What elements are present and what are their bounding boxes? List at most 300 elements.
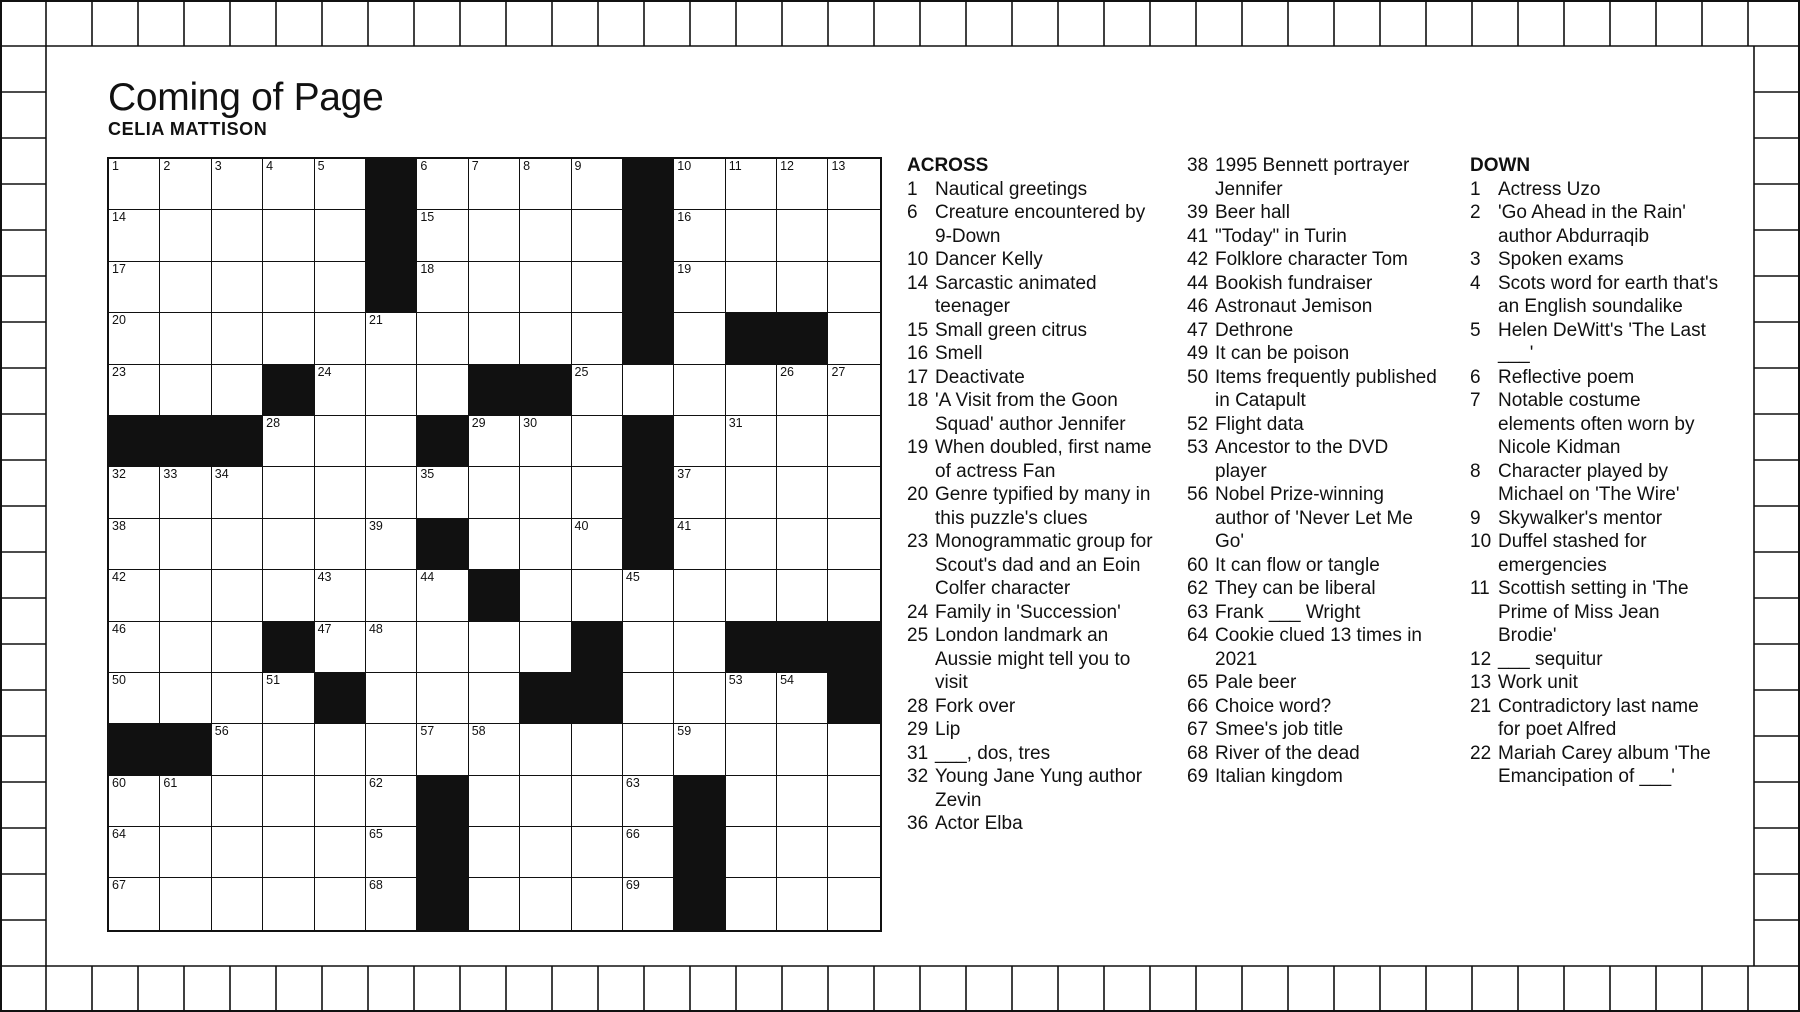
grid-cell[interactable] bbox=[366, 416, 417, 467]
grid-cell[interactable] bbox=[109, 878, 160, 929]
grid-cell[interactable] bbox=[520, 210, 571, 261]
clue-item[interactable] bbox=[1470, 319, 1720, 366]
grid-cell[interactable] bbox=[828, 724, 879, 775]
grid-cell[interactable] bbox=[572, 262, 623, 313]
grid-cell[interactable] bbox=[623, 570, 674, 621]
grid-cell[interactable] bbox=[109, 570, 160, 621]
clue-item[interactable] bbox=[1470, 577, 1720, 648]
grid-cell[interactable] bbox=[109, 313, 160, 364]
grid-cell[interactable] bbox=[160, 262, 211, 313]
grid-cell[interactable] bbox=[109, 365, 160, 416]
grid-cell[interactable] bbox=[777, 827, 828, 878]
clue-item[interactable] bbox=[1470, 530, 1720, 577]
grid-cell[interactable] bbox=[828, 262, 879, 313]
clue-item[interactable] bbox=[1187, 436, 1437, 483]
grid-cell[interactable] bbox=[160, 159, 211, 210]
cell-number: 63 bbox=[625, 775, 640, 790]
grid-cell[interactable] bbox=[315, 878, 366, 929]
clue-item[interactable] bbox=[1187, 601, 1437, 625]
grid-cell[interactable] bbox=[315, 159, 366, 210]
grid-cell[interactable] bbox=[777, 365, 828, 416]
cell-number: 43 bbox=[317, 570, 332, 585]
grid-cell[interactable] bbox=[674, 262, 725, 313]
clue-item[interactable] bbox=[907, 342, 1157, 366]
grid-cell[interactable] bbox=[315, 570, 366, 621]
grid-cell[interactable] bbox=[520, 159, 571, 210]
clue-number: 39 bbox=[1187, 202, 1209, 223]
clue-item[interactable] bbox=[907, 718, 1157, 742]
grid-cell[interactable] bbox=[263, 313, 314, 364]
grid-cell[interactable] bbox=[417, 365, 468, 416]
clue-number: 68 bbox=[1187, 742, 1209, 764]
clue-number: 5 bbox=[1470, 319, 1481, 341]
clue-item[interactable] bbox=[1187, 201, 1437, 225]
across-heading: ACROSS bbox=[907, 155, 989, 176]
grid-cell[interactable] bbox=[315, 622, 366, 673]
clue-item[interactable] bbox=[907, 530, 1157, 601]
clue-item[interactable] bbox=[907, 248, 1157, 272]
grid-cell[interactable] bbox=[726, 416, 777, 467]
clue-item[interactable] bbox=[1470, 671, 1720, 695]
cell-number: 31 bbox=[728, 415, 743, 430]
grid-cell[interactable] bbox=[674, 313, 725, 364]
grid-cell[interactable] bbox=[777, 878, 828, 929]
grid-block bbox=[366, 159, 417, 210]
grid-cell[interactable] bbox=[726, 776, 777, 827]
cell-number: 23 bbox=[112, 364, 126, 379]
clue-number: 49 bbox=[1187, 343, 1209, 364]
grid-cell[interactable] bbox=[109, 622, 160, 673]
grid-cell[interactable] bbox=[828, 365, 879, 416]
grid-cell[interactable] bbox=[520, 724, 571, 775]
grid-cell[interactable] bbox=[623, 878, 674, 929]
grid-cell[interactable] bbox=[572, 776, 623, 827]
grid-cell[interactable] bbox=[263, 416, 314, 467]
clue-number: 56 bbox=[1187, 484, 1209, 505]
grid-cell[interactable] bbox=[572, 159, 623, 210]
grid-cell[interactable] bbox=[572, 467, 623, 518]
grid-cell[interactable] bbox=[263, 467, 314, 518]
grid-cell[interactable] bbox=[469, 313, 520, 364]
clue-item[interactable] bbox=[1470, 201, 1720, 248]
grid-cell[interactable] bbox=[469, 622, 520, 673]
clue-item[interactable] bbox=[1187, 554, 1437, 578]
grid-cell[interactable] bbox=[469, 262, 520, 313]
grid-cell[interactable] bbox=[674, 210, 725, 261]
clue-item[interactable] bbox=[907, 601, 1157, 625]
cell-number: 6 bbox=[420, 159, 428, 173]
grid-block bbox=[109, 724, 160, 775]
clue-item[interactable] bbox=[1470, 389, 1720, 460]
grid-cell[interactable] bbox=[160, 673, 211, 724]
grid-block bbox=[828, 673, 879, 724]
clue-number: 14 bbox=[907, 272, 929, 294]
grid-block bbox=[726, 313, 777, 364]
clue-item[interactable] bbox=[907, 695, 1157, 719]
grid-cell[interactable] bbox=[315, 724, 366, 775]
grid-block bbox=[623, 313, 674, 364]
grid-cell[interactable] bbox=[366, 313, 417, 364]
grid-cell[interactable] bbox=[726, 673, 777, 724]
grid-cell[interactable] bbox=[263, 827, 314, 878]
grid-block bbox=[366, 210, 417, 261]
clue-item[interactable] bbox=[1187, 742, 1437, 766]
clue-number: 15 bbox=[907, 319, 929, 341]
clue-item[interactable] bbox=[1187, 225, 1437, 249]
grid-cell[interactable] bbox=[777, 519, 828, 570]
grid-cell[interactable] bbox=[469, 519, 520, 570]
cell-number: 61 bbox=[163, 775, 178, 790]
grid-cell[interactable] bbox=[572, 365, 623, 416]
clue-text: Dancer Kelly bbox=[935, 249, 1043, 270]
grid-cell[interactable] bbox=[726, 878, 777, 929]
grid-cell[interactable] bbox=[160, 776, 211, 827]
clue-text: Duffel stashed for emergencies bbox=[1498, 531, 1647, 576]
grid-cell[interactable] bbox=[469, 878, 520, 929]
grid-cell[interactable] bbox=[212, 724, 263, 775]
grid-cell[interactable] bbox=[315, 210, 366, 261]
grid-cell[interactable] bbox=[417, 159, 468, 210]
grid-cell[interactable] bbox=[366, 673, 417, 724]
clue-item[interactable] bbox=[1470, 460, 1720, 507]
grid-cell[interactable] bbox=[777, 159, 828, 210]
grid-block bbox=[469, 365, 520, 416]
grid-cell[interactable] bbox=[160, 313, 211, 364]
clue-text: Small green citrus bbox=[935, 319, 1088, 341]
grid-cell[interactable] bbox=[315, 467, 366, 518]
grid-cell[interactable] bbox=[109, 159, 160, 210]
grid-cell[interactable] bbox=[623, 673, 674, 724]
grid-cell[interactable] bbox=[366, 570, 417, 621]
grid-cell[interactable] bbox=[828, 827, 879, 878]
clue-item[interactable] bbox=[907, 765, 1157, 812]
grid-cell[interactable] bbox=[263, 519, 314, 570]
grid-cell[interactable] bbox=[674, 622, 725, 673]
grid-cell[interactable] bbox=[828, 159, 879, 210]
grid-cell[interactable] bbox=[160, 827, 211, 878]
clue-item[interactable] bbox=[907, 742, 1157, 766]
cell-number: 17 bbox=[112, 261, 126, 276]
cell-number: 5 bbox=[317, 159, 325, 173]
grid-cell[interactable] bbox=[315, 416, 366, 467]
grid-cell[interactable] bbox=[572, 416, 623, 467]
grid-cell[interactable] bbox=[623, 827, 674, 878]
clue-item[interactable] bbox=[1187, 319, 1437, 343]
grid-cell[interactable] bbox=[828, 313, 879, 364]
grid-cell[interactable] bbox=[315, 262, 366, 313]
grid-cell[interactable] bbox=[263, 570, 314, 621]
grid-cell[interactable] bbox=[109, 827, 160, 878]
grid-cell[interactable] bbox=[520, 519, 571, 570]
grid-cell[interactable] bbox=[469, 827, 520, 878]
grid-cell[interactable] bbox=[726, 262, 777, 313]
grid-cell[interactable] bbox=[572, 570, 623, 621]
grid-cell[interactable] bbox=[212, 776, 263, 827]
clue-text: 'Go Ahead in the Rain' author Abdurraqib bbox=[1498, 202, 1686, 247]
grid-cell[interactable] bbox=[263, 673, 314, 724]
cell-number: 12 bbox=[780, 159, 794, 173]
grid-cell[interactable] bbox=[520, 313, 571, 364]
cell-number: 14 bbox=[112, 210, 126, 225]
grid-cell[interactable] bbox=[469, 210, 520, 261]
cell-number: 56 bbox=[214, 724, 229, 739]
grid-cell[interactable] bbox=[109, 262, 160, 313]
clue-number: 17 bbox=[907, 366, 929, 388]
grid-cell[interactable] bbox=[315, 827, 366, 878]
clue-text: Genre typified by many in this puzzle's clues bbox=[935, 484, 1151, 529]
clue-item[interactable] bbox=[1187, 765, 1437, 789]
cell-number: 44 bbox=[420, 570, 435, 585]
grid-cell[interactable] bbox=[828, 878, 879, 929]
clue-item[interactable] bbox=[1187, 577, 1437, 601]
grid-cell[interactable] bbox=[520, 622, 571, 673]
grid-cell[interactable] bbox=[160, 467, 211, 518]
grid-cell[interactable] bbox=[726, 159, 777, 210]
grid-cell[interactable] bbox=[160, 519, 211, 570]
grid-cell[interactable] bbox=[777, 210, 828, 261]
grid-cell[interactable] bbox=[212, 827, 263, 878]
clue-item[interactable] bbox=[1187, 718, 1437, 742]
grid-cell[interactable] bbox=[520, 776, 571, 827]
clue-item[interactable] bbox=[1470, 248, 1720, 272]
clue-item[interactable] bbox=[1187, 695, 1437, 719]
grid-cell[interactable] bbox=[417, 724, 468, 775]
clue-number: 2 bbox=[1470, 202, 1481, 223]
grid-cell[interactable] bbox=[572, 313, 623, 364]
grid-cell[interactable] bbox=[212, 570, 263, 621]
clue-item[interactable] bbox=[1470, 507, 1720, 531]
clue-item[interactable] bbox=[1470, 742, 1720, 789]
grid-cell[interactable] bbox=[726, 365, 777, 416]
grid-cell[interactable] bbox=[520, 570, 571, 621]
grid-cell[interactable] bbox=[674, 416, 725, 467]
grid-cell[interactable] bbox=[777, 776, 828, 827]
clue-item[interactable] bbox=[1187, 366, 1437, 413]
grid-cell[interactable] bbox=[520, 827, 571, 878]
clue-item[interactable] bbox=[907, 624, 1157, 695]
clue-item[interactable] bbox=[1187, 272, 1437, 296]
cell-number: 67 bbox=[112, 878, 126, 893]
clue-item[interactable] bbox=[1187, 671, 1437, 695]
clue-item[interactable] bbox=[1187, 483, 1437, 554]
clue-item[interactable] bbox=[907, 812, 1157, 836]
grid-cell[interactable] bbox=[777, 673, 828, 724]
grid-cell[interactable] bbox=[520, 878, 571, 929]
grid-cell[interactable] bbox=[366, 467, 417, 518]
clue-item[interactable] bbox=[1187, 624, 1437, 671]
clue-item[interactable] bbox=[1187, 295, 1437, 319]
clue-number: 10 bbox=[907, 249, 929, 270]
grid-cell[interactable] bbox=[469, 416, 520, 467]
clue-item[interactable] bbox=[907, 319, 1157, 343]
grid-cell[interactable] bbox=[623, 776, 674, 827]
grid-cell[interactable] bbox=[366, 622, 417, 673]
grid-cell[interactable] bbox=[366, 365, 417, 416]
clue-item[interactable] bbox=[907, 389, 1157, 436]
grid-cell[interactable] bbox=[109, 210, 160, 261]
clue-item[interactable] bbox=[907, 483, 1157, 530]
grid-cell[interactable] bbox=[777, 416, 828, 467]
grid-cell[interactable] bbox=[417, 622, 468, 673]
grid-cell[interactable] bbox=[572, 519, 623, 570]
clue-item[interactable] bbox=[1187, 342, 1437, 366]
grid-cell[interactable] bbox=[160, 210, 211, 261]
clue-text: ___, dos, tres bbox=[935, 742, 1051, 764]
grid-cell[interactable] bbox=[263, 262, 314, 313]
grid-cell[interactable] bbox=[777, 724, 828, 775]
grid-cell[interactable] bbox=[417, 467, 468, 518]
grid-cell[interactable] bbox=[726, 724, 777, 775]
grid-cell[interactable] bbox=[263, 159, 314, 210]
cell-number: 38 bbox=[112, 518, 126, 533]
grid-cell[interactable] bbox=[417, 673, 468, 724]
clue-item[interactable] bbox=[907, 366, 1157, 390]
clue-text: "Today" in Turin bbox=[1215, 225, 1347, 247]
grid-cell[interactable] bbox=[674, 724, 725, 775]
grid-cell[interactable] bbox=[417, 570, 468, 621]
grid-cell[interactable] bbox=[726, 570, 777, 621]
grid-cell[interactable] bbox=[828, 519, 879, 570]
grid-cell[interactable] bbox=[212, 159, 263, 210]
grid-cell[interactable] bbox=[366, 776, 417, 827]
cell-number: 10 bbox=[677, 159, 692, 173]
clue-item[interactable] bbox=[907, 436, 1157, 483]
grid-cell[interactable] bbox=[623, 365, 674, 416]
clue-number: 18 bbox=[907, 390, 929, 411]
grid-cell[interactable] bbox=[263, 776, 314, 827]
grid-cell[interactable] bbox=[572, 878, 623, 929]
grid-cell[interactable] bbox=[572, 724, 623, 775]
grid-cell[interactable] bbox=[520, 467, 571, 518]
grid-cell[interactable] bbox=[366, 878, 417, 929]
cell-number: 54 bbox=[780, 672, 794, 687]
clue-text: Beer hall bbox=[1215, 202, 1290, 223]
clue-column-3 bbox=[1470, 154, 1720, 789]
grid-cell[interactable] bbox=[674, 467, 725, 518]
grid-cell[interactable] bbox=[315, 313, 366, 364]
grid-cell[interactable] bbox=[212, 878, 263, 929]
grid-cell[interactable] bbox=[366, 519, 417, 570]
clue-item[interactable] bbox=[907, 178, 1157, 202]
grid-cell[interactable] bbox=[315, 519, 366, 570]
cell-number: 64 bbox=[112, 827, 126, 842]
grid-cell[interactable] bbox=[674, 519, 725, 570]
clue-text: Creature encountered by 9-Down bbox=[935, 202, 1146, 247]
grid-cell[interactable] bbox=[315, 365, 366, 416]
grid-cell[interactable] bbox=[263, 878, 314, 929]
grid-cell[interactable] bbox=[212, 365, 263, 416]
grid-cell[interactable] bbox=[263, 724, 314, 775]
grid-block bbox=[212, 416, 263, 467]
grid-cell[interactable] bbox=[417, 262, 468, 313]
grid-cell[interactable] bbox=[520, 416, 571, 467]
cell-number: 28 bbox=[266, 415, 281, 430]
grid-cell[interactable] bbox=[674, 570, 725, 621]
grid-cell[interactable] bbox=[212, 262, 263, 313]
grid-cell[interactable] bbox=[160, 365, 211, 416]
grid-cell[interactable] bbox=[828, 210, 879, 261]
grid-cell[interactable] bbox=[212, 210, 263, 261]
grid-cell[interactable] bbox=[777, 467, 828, 518]
grid-cell[interactable] bbox=[160, 622, 211, 673]
grid-cell[interactable] bbox=[726, 467, 777, 518]
grid-cell[interactable] bbox=[109, 776, 160, 827]
clue-item[interactable] bbox=[907, 272, 1157, 319]
grid-cell[interactable] bbox=[366, 724, 417, 775]
clue-item[interactable] bbox=[1187, 413, 1437, 437]
cell-number: 39 bbox=[368, 518, 383, 533]
grid-cell[interactable] bbox=[674, 673, 725, 724]
grid-cell[interactable] bbox=[520, 262, 571, 313]
grid-cell[interactable] bbox=[572, 210, 623, 261]
grid-cell[interactable] bbox=[469, 159, 520, 210]
grid-block bbox=[417, 776, 468, 827]
clue-number: 62 bbox=[1187, 578, 1209, 599]
grid-cell[interactable] bbox=[263, 210, 314, 261]
grid-cell[interactable] bbox=[674, 365, 725, 416]
grid-block bbox=[417, 519, 468, 570]
grid-cell[interactable] bbox=[109, 519, 160, 570]
grid-cell[interactable] bbox=[315, 776, 366, 827]
grid-cell[interactable] bbox=[366, 827, 417, 878]
grid-cell[interactable] bbox=[726, 210, 777, 261]
clue-item[interactable] bbox=[1470, 366, 1720, 390]
grid-cell[interactable] bbox=[572, 827, 623, 878]
grid-cell[interactable] bbox=[469, 776, 520, 827]
grid-cell[interactable] bbox=[777, 570, 828, 621]
grid-cell[interactable] bbox=[212, 673, 263, 724]
grid-cell[interactable] bbox=[726, 827, 777, 878]
grid-cell[interactable] bbox=[623, 724, 674, 775]
grid-cell[interactable] bbox=[160, 570, 211, 621]
grid-cell[interactable] bbox=[109, 467, 160, 518]
clue-text: When doubled, first name of actress Fan bbox=[935, 437, 1152, 482]
grid-cell[interactable] bbox=[109, 673, 160, 724]
clue-number: 21 bbox=[1470, 695, 1492, 717]
grid-cell[interactable] bbox=[469, 724, 520, 775]
clue-item[interactable] bbox=[1470, 695, 1720, 742]
clue-item[interactable] bbox=[1470, 648, 1720, 672]
grid-cell[interactable] bbox=[212, 467, 263, 518]
grid-cell[interactable] bbox=[828, 467, 879, 518]
grid-cell[interactable] bbox=[212, 622, 263, 673]
clue-number: 8 bbox=[1470, 460, 1481, 482]
grid-cell[interactable] bbox=[726, 519, 777, 570]
clue-item[interactable] bbox=[1187, 248, 1437, 272]
clue-item[interactable] bbox=[1470, 178, 1720, 202]
grid-cell[interactable] bbox=[212, 519, 263, 570]
grid-cell[interactable] bbox=[417, 313, 468, 364]
clue-number: 25 bbox=[907, 625, 929, 646]
grid-cell[interactable] bbox=[417, 210, 468, 261]
grid-cell[interactable] bbox=[623, 622, 674, 673]
grid-cell[interactable] bbox=[674, 159, 725, 210]
grid-cell[interactable] bbox=[212, 313, 263, 364]
clue-text: Cookie clued 13 times in 2021 bbox=[1215, 625, 1422, 670]
clue-item[interactable] bbox=[1470, 272, 1720, 319]
grid-cell[interactable] bbox=[828, 776, 879, 827]
clue-item[interactable] bbox=[1187, 154, 1437, 201]
clue-text: River of the dead bbox=[1215, 742, 1360, 764]
clue-item[interactable] bbox=[907, 201, 1157, 248]
grid-cell[interactable] bbox=[828, 416, 879, 467]
grid-cell[interactable] bbox=[160, 878, 211, 929]
grid-cell[interactable] bbox=[777, 262, 828, 313]
grid-cell[interactable] bbox=[828, 570, 879, 621]
grid-cell[interactable] bbox=[469, 467, 520, 518]
grid-cell[interactable] bbox=[469, 673, 520, 724]
grid-block bbox=[572, 673, 623, 724]
